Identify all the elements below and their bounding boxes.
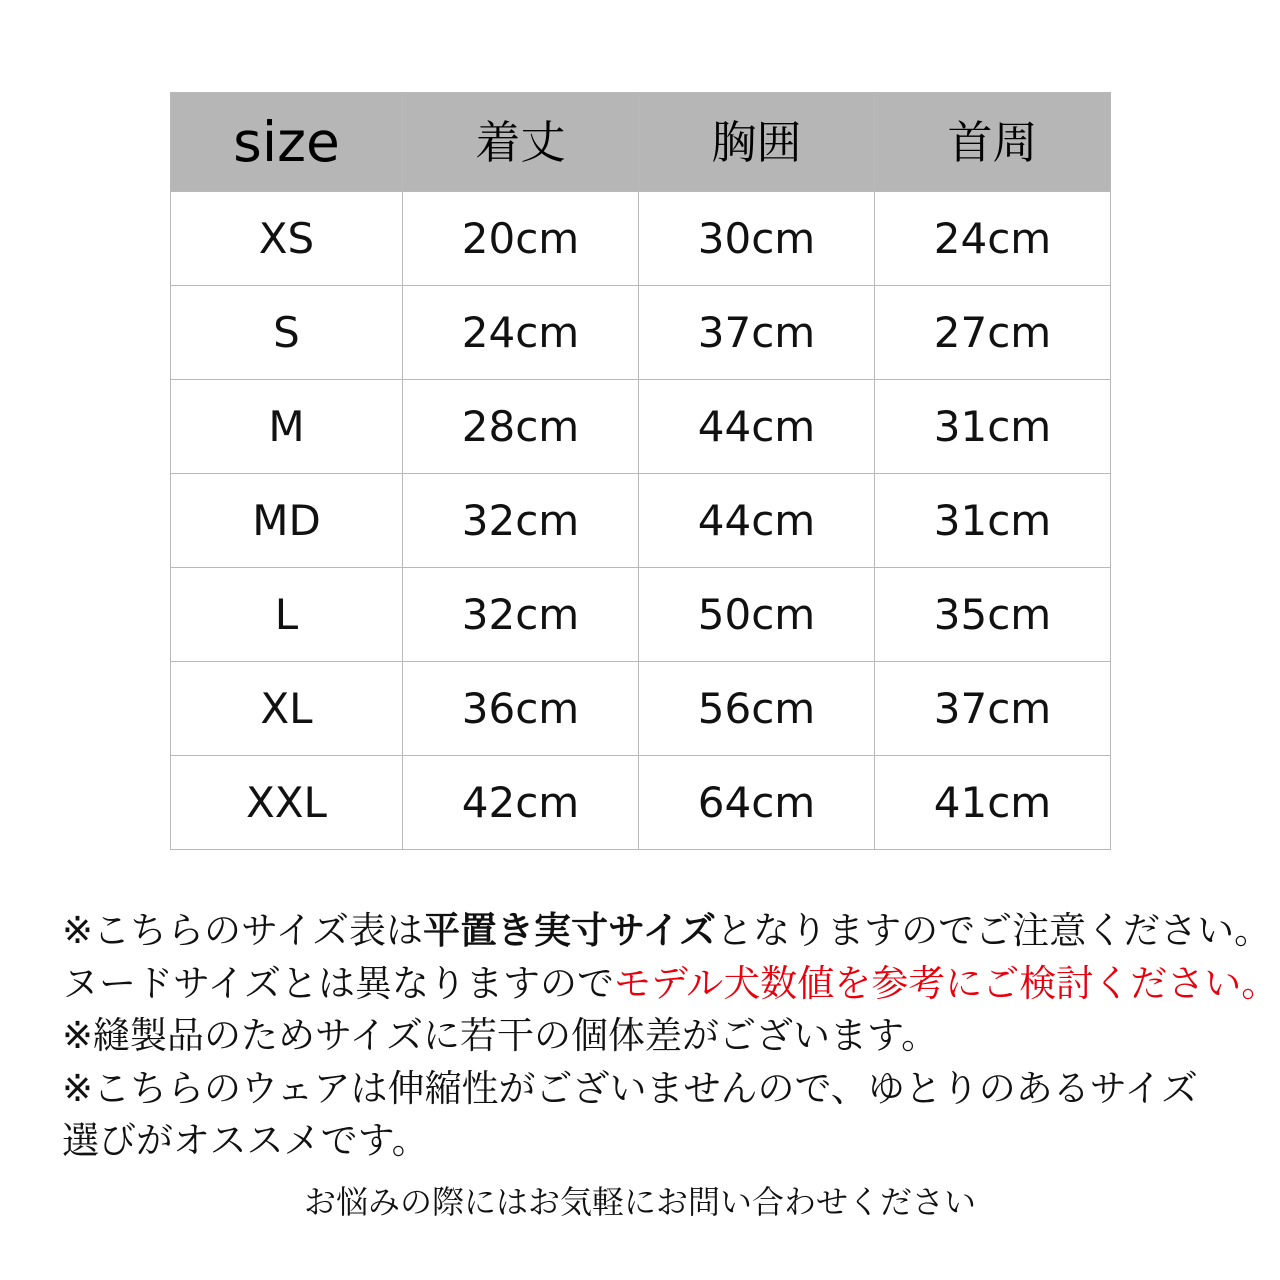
cell-chest: 56cm bbox=[639, 662, 875, 756]
cell-size: MD bbox=[171, 474, 403, 568]
table-row bbox=[171, 756, 1111, 850]
cell-size: M bbox=[171, 380, 403, 474]
table-row bbox=[171, 568, 1111, 662]
table-row bbox=[171, 286, 1111, 380]
cell-length: 32cm bbox=[403, 568, 639, 662]
cell-size: L bbox=[171, 568, 403, 662]
cell-chest: 30cm bbox=[639, 192, 875, 286]
cell-size: S bbox=[171, 286, 403, 380]
cell-neck: 31cm bbox=[875, 474, 1111, 568]
table-row bbox=[171, 474, 1111, 568]
notes-block bbox=[62, 905, 1279, 1168]
note-2-highlight: モデル犬数値を参考にご検討ください。 bbox=[614, 961, 1279, 1005]
cell-length: 42cm bbox=[403, 756, 639, 850]
cell-neck: 41cm bbox=[875, 756, 1111, 850]
column-header-length: 着丈 bbox=[403, 93, 639, 192]
table-header-row bbox=[171, 93, 1111, 192]
column-header-neck: 首周 bbox=[875, 93, 1111, 192]
cell-neck: 24cm bbox=[875, 192, 1111, 286]
table-body bbox=[171, 192, 1111, 850]
cell-chest: 37cm bbox=[639, 286, 875, 380]
cell-chest: 44cm bbox=[639, 474, 875, 568]
note-line-3: ※縫製品のためサイズに若干の個体差がございます。 bbox=[62, 1014, 939, 1058]
note-line-2 bbox=[62, 958, 1279, 1011]
cell-size: XS bbox=[171, 192, 403, 286]
cell-neck: 27cm bbox=[875, 286, 1111, 380]
note-1-emphasis: 平置き実寸サイズ bbox=[423, 909, 717, 952]
cell-length: 32cm bbox=[403, 474, 639, 568]
note-2-part-a: ヌードサイズとは異なりますので bbox=[62, 961, 615, 1005]
note-line-4: ※こちらのウェアは伸縮性がございませんので、ゆとりのあるサイズ選びがオススメです。 bbox=[62, 1066, 1198, 1163]
cell-chest: 44cm bbox=[639, 380, 875, 474]
cell-chest: 64cm bbox=[639, 756, 875, 850]
table-row bbox=[171, 380, 1111, 474]
table-row bbox=[171, 192, 1111, 286]
contact-note: お悩みの際にはお気軽にお問い合わせください bbox=[303, 1183, 976, 1221]
size-table-container bbox=[170, 92, 1110, 850]
cell-neck: 37cm bbox=[875, 662, 1111, 756]
cell-length: 24cm bbox=[403, 286, 639, 380]
table-header bbox=[171, 93, 1111, 192]
note-1-part-a: ※こちらのサイズ表は bbox=[62, 909, 424, 952]
cell-neck: 31cm bbox=[875, 380, 1111, 474]
cell-size: XXL bbox=[171, 756, 403, 850]
cell-neck: 35cm bbox=[875, 568, 1111, 662]
cell-length: 36cm bbox=[403, 662, 639, 756]
size-table bbox=[170, 92, 1111, 850]
note-1-part-c: となりますのでご注意ください。 bbox=[716, 909, 1272, 952]
note-line-1 bbox=[62, 905, 1272, 958]
cell-length: 28cm bbox=[403, 380, 639, 474]
column-header-size: size bbox=[171, 93, 403, 192]
table-row bbox=[171, 662, 1111, 756]
cell-size: XL bbox=[171, 662, 403, 756]
cell-chest: 50cm bbox=[639, 568, 875, 662]
cell-length: 20cm bbox=[403, 192, 639, 286]
column-header-chest: 胸囲 bbox=[639, 93, 875, 192]
